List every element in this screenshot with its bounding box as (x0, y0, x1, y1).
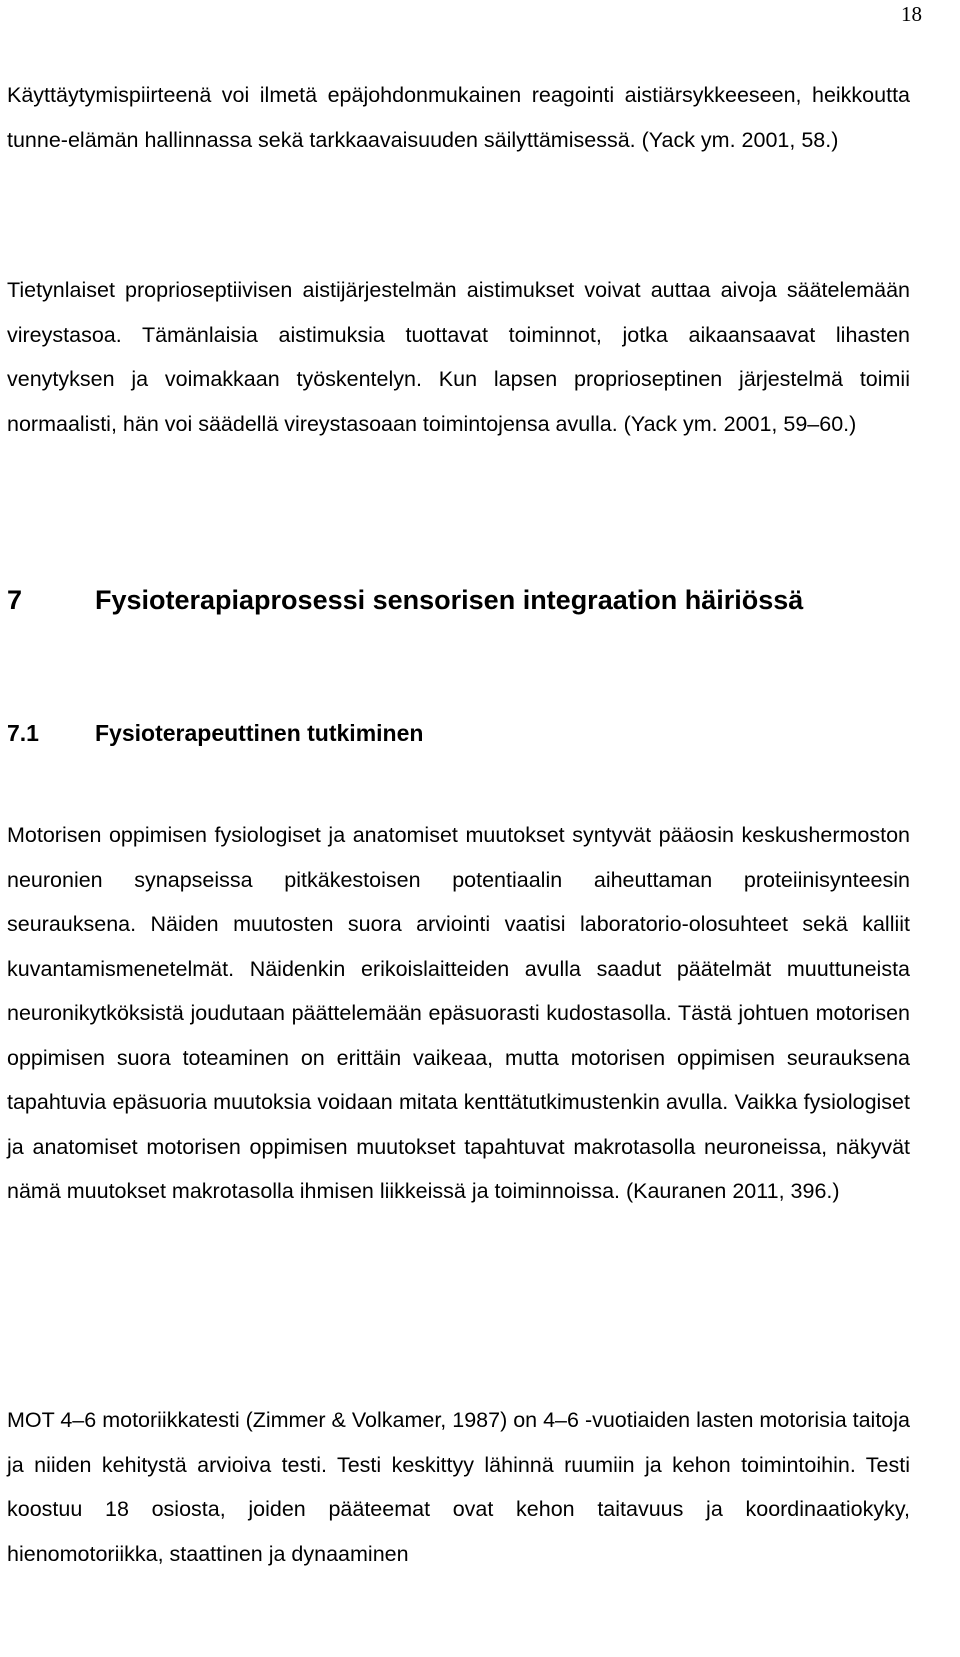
paragraph-block-4 (7, 1398, 910, 1576)
paragraph: Käyttäytymispiirteenä voi ilmetä epäjohdonmukainen reagointi aistiärsykkeeseen, heikkoutta tunne-elämän hallinnassa sekä tarkkaavaisuuden säilyttämisessä. (Yack ym. 2001, 58.) (7, 83, 910, 152)
paragraph-block-1 (7, 73, 910, 162)
subsection-heading (7, 718, 910, 748)
subsection-number: 7.1 (7, 720, 39, 746)
paragraph-block-2 (7, 268, 910, 446)
section-number: 7 (7, 585, 23, 615)
subsection-title: Fysioterapeuttinen tutkiminen (95, 720, 424, 746)
page-number: 18 (901, 2, 922, 26)
paragraph: MOT 4–6 motoriikkatesti (Zimmer & Volkamer, 1987) on 4–6 -vuotiaiden lasten motorisia taitoja ja niiden kehitystä arvioiva testi. Testi keskittyy lähinnä ruumiin ja kehon toimintoihin. Testi koostuu 18 osiosta, joiden pääteemat ovat kehon taitavuus ja koordinaatiokyky, hienomotoriikka, staattinen ja dynaaminen (7, 1408, 910, 1566)
section-title: Fysioterapiaprosessi sensorisen integraation häiriössä (95, 585, 804, 615)
section-heading (7, 583, 910, 617)
paragraph: Tietynlaiset proprioseptiivisen aistijärjestelmän aistimukset voivat auttaa aivoja säätelemään vireystasoa. Tämänlaisia aistimuksia tuottavat toiminnot, jotka aikaansaavat lihasten venytyksen ja voimakkaan työskentelyn. Kun lapsen proprioseptinen järjestelmä toimii normaalisti, hän voi säädellä vireystasoaan toimintojensa avulla. (Yack ym. 2001, 59–60.) (7, 278, 910, 436)
paragraph-block-3 (7, 813, 910, 1214)
paragraph: Motorisen oppimisen fysiologiset ja anatomiset muutokset syntyvät pääosin keskushermoston neuronien synapseissa pitkäkestoisen potentiaalin aiheuttaman proteiinisynteesin seurauksena. Näiden muutosten suora arviointi vaatisi laboratorio-olosuhteet sekä kalliit kuvantamismenetelmät. Näidenkin erikoislaitteiden avulla saadut päätelmät muuttuneista neuronikytköksistä joudutaan päättelemään epäsuorasti kudostasolla. Tästä johtuen motorisen oppimisen suora toteaminen on erittäin vaikeaa, mutta motorisen oppimisen seurauksena tapahtuvia epäsuoria muutoksia voidaan mitata kenttätutkimustenkin avulla. Vaikka fysiologiset ja anatomiset motorisen oppimisen muutokset tapahtuvat makrotasolla neuroneissa, näkyvät nämä muutokset makrotasolla ihmisen liikkeissä ja toiminnoissa. (Kauranen 2011, 396.) (7, 823, 910, 1203)
